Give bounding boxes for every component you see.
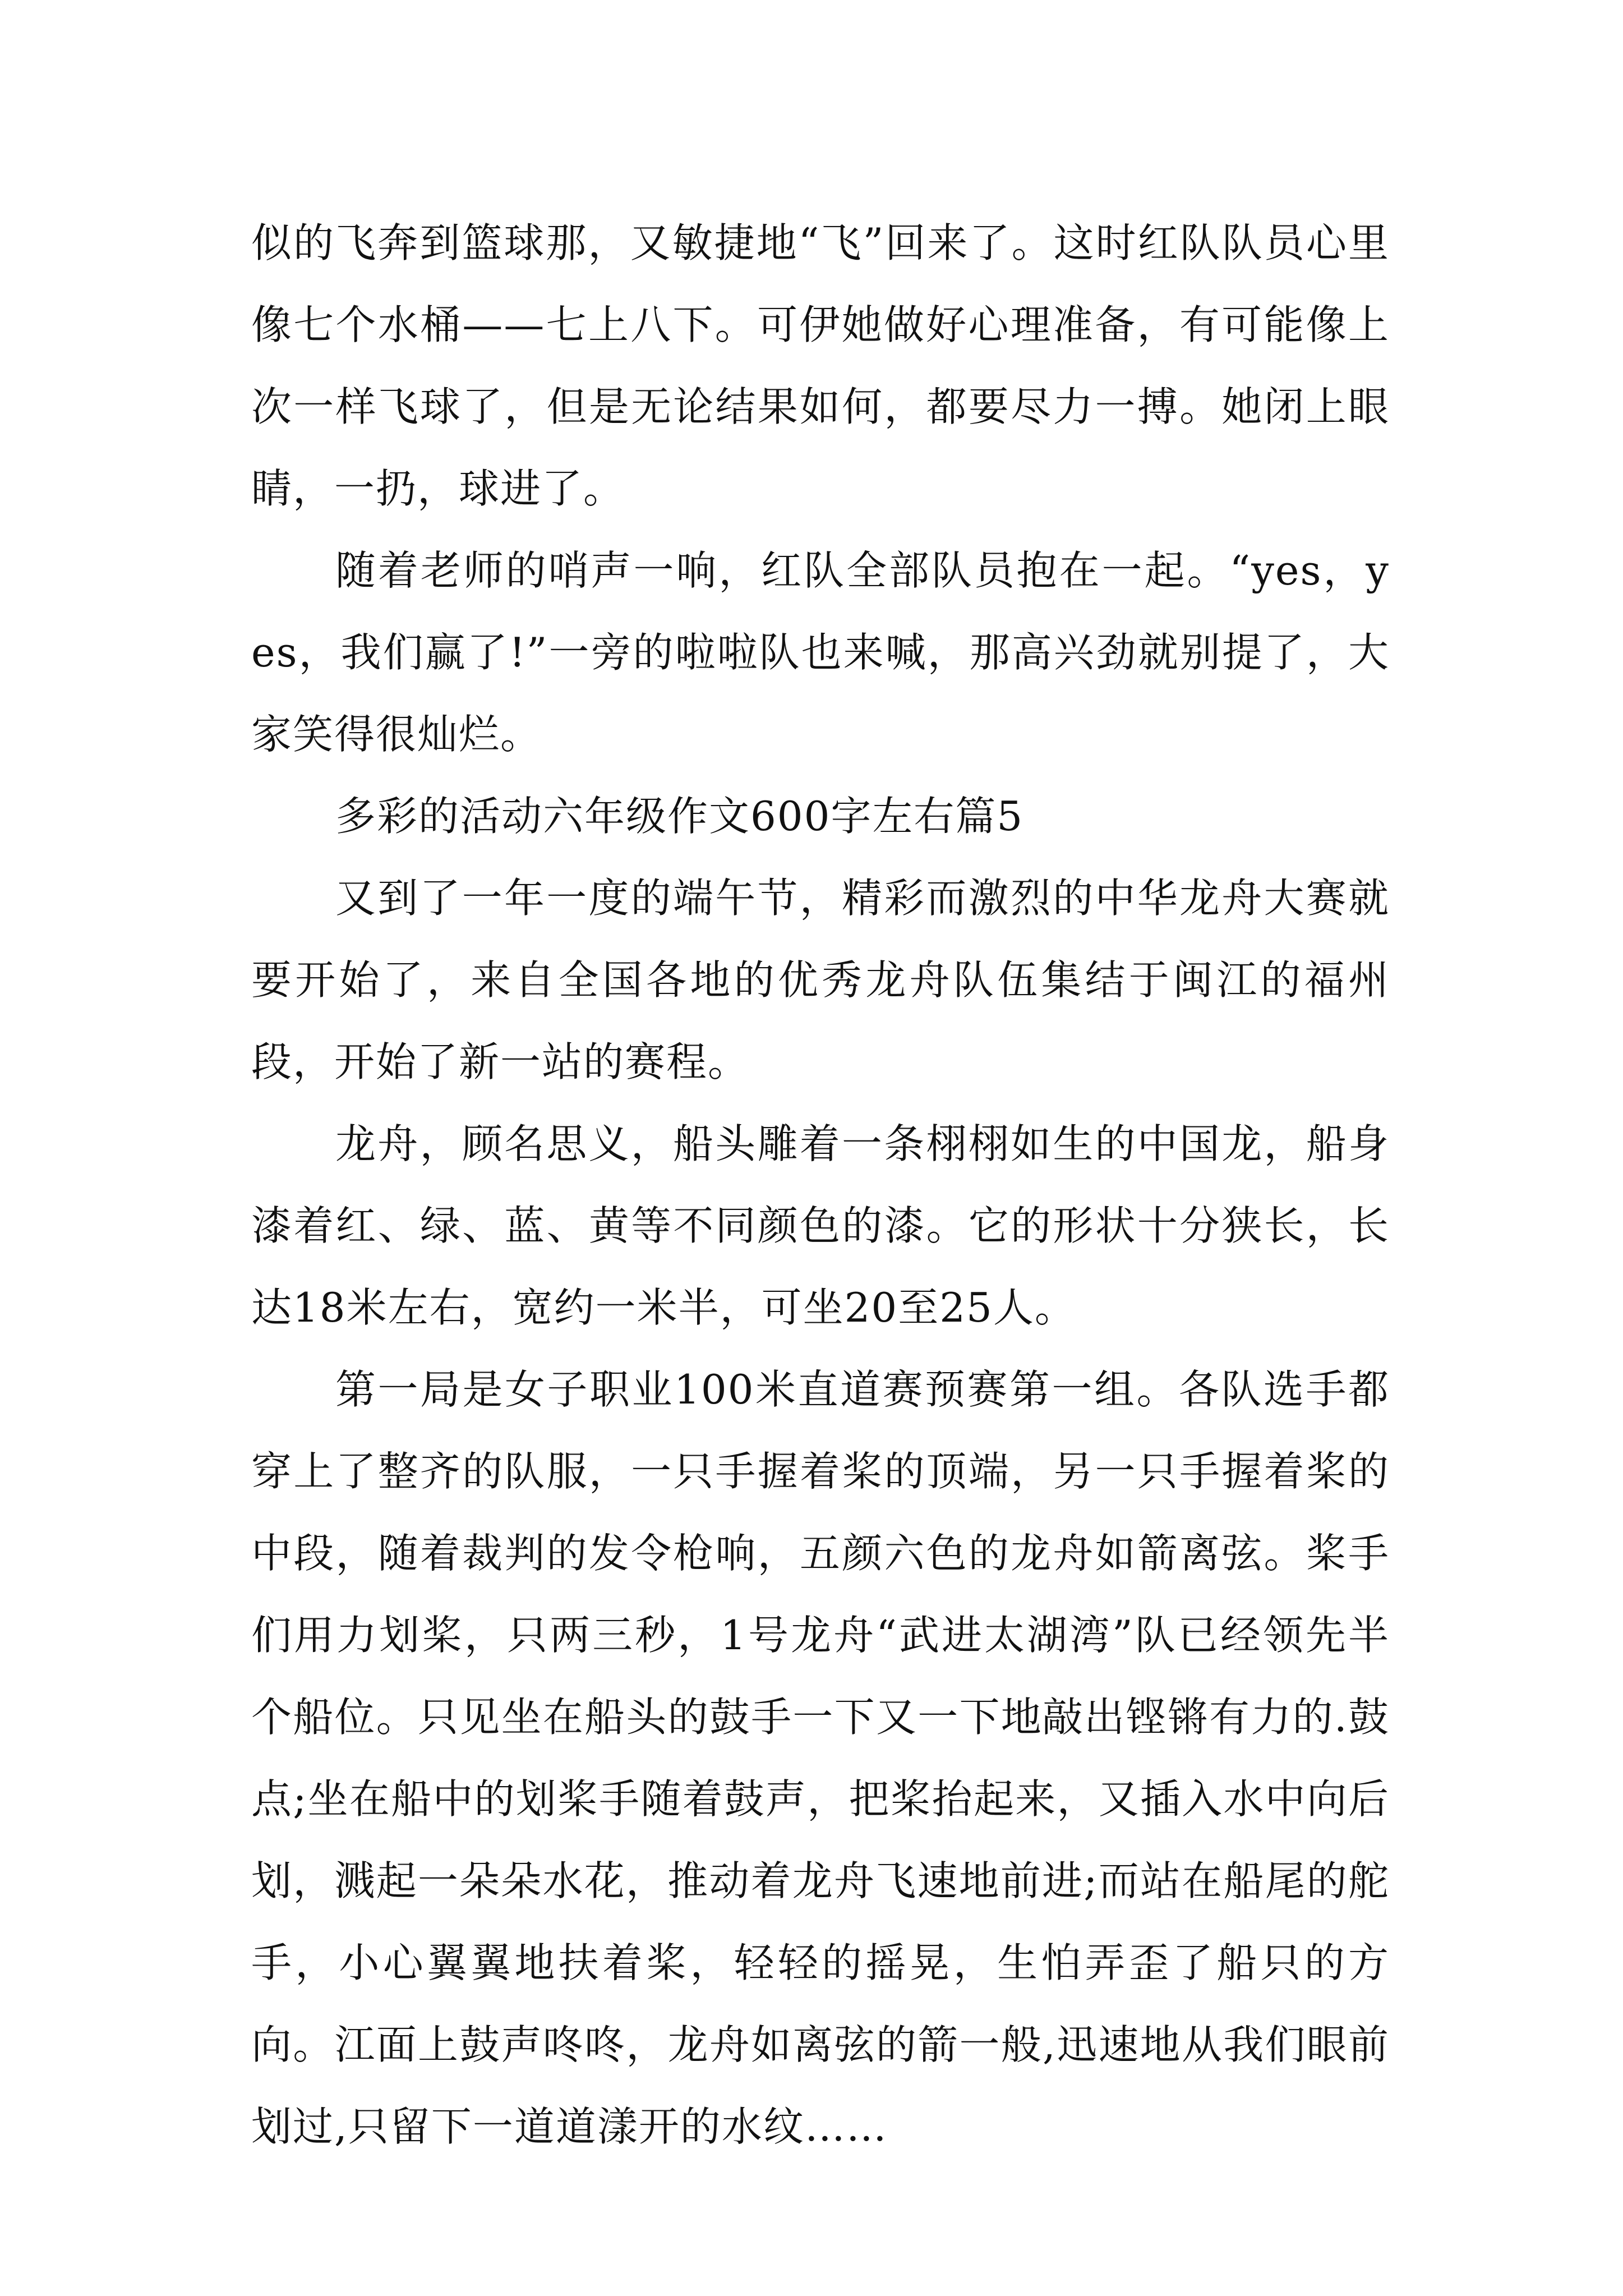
paragraph-dragon-boat: 龙舟，顾名思义，船头雕着一条栩栩如生的中国龙，船身漆着红、绿、蓝、黄等不同颜色的漆。它的形状十分狭长，长达18米左右，宽约一米半，可坐20至25人。 <box>251 1120 1390 1331</box>
paragraph-victory: 随着老师的哨声一响，红队全部队员抱在一起。“yes，yes，我们赢了!”一旁的啦啦队也来喊，那高兴劲就别提了，大家笑得很灿烂。 <box>251 547 1390 758</box>
paragraph-race: 第一局是女子职业100米直道赛预赛第一组。各队选手都穿上了整齐的队服，一只手握着桨的顶端，另一只手握着桨的中段，随着裁判的发令枪响，五颜六色的龙舟如箭离弦。桨手们用力划桨，只两三秒，1号龙舟“武进太湖湾”队已经领先半个船位。只见坐在船头的鼓手一下又一下地敲出铿锵有力的.鼓点;坐在船中的划桨手随着鼓声，把桨抬起来，又插入水中向后划，溅起一朵朵水花，推动着龙舟飞速地前进;而站在船尾的舵手，小心翼翼地扶着桨，轻轻的摇晃，生怕弄歪了船只的方向。江面上鼓声咚咚，龙舟如离弦的箭一般,迅速地从我们眼前划过,只留下一道道漾开的水纹…… <box>251 1366 1390 2150</box>
paragraph-intro: 又到了一年一度的端午节，精彩而激烈的中华龙舟大赛就要开始了，来自全国各地的优秀龙舟队伍集结于闽江的福州段，开始了新一站的赛程。 <box>251 875 1390 1085</box>
section-heading: 多彩的活动六年级作文600字左右篇5 <box>335 793 1024 840</box>
article-body <box>251 202 1390 2168</box>
paragraph-continuation: 似的飞奔到篮球那，又敏捷地“飞”回来了。这时红队队员心里像七个水桶——七上八下。可伊她做好心理准备，有可能像上次一样飞球了，但是无论结果如何，都要尽力一搏。她闭上眼睛，一扔，球进了。 <box>251 219 1390 512</box>
